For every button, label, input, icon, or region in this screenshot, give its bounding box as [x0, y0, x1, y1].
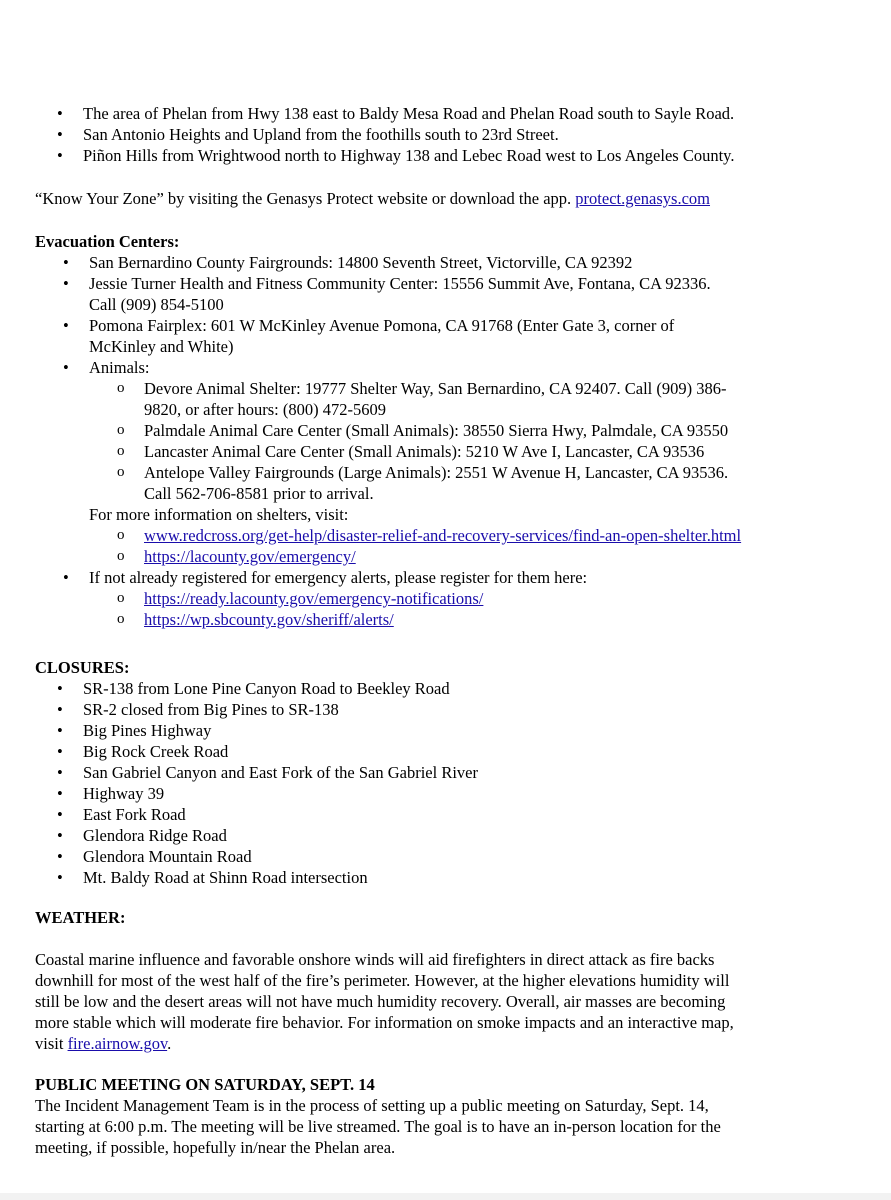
- closures-section: [0, 657, 891, 888]
- evac-jessie-turner: • Jessie Turner Health and Fitness Community Center: 15556 Summit Ave, Fontana, CA 92336. Call (909) 854-5100: [89, 273, 891, 315]
- more-info-text: For more information on shelters, visit:: [89, 505, 349, 524]
- animal-antelope-valley: o Antelope Valley Fairgrounds (Large Animals): 2551 W Avenue H, Lancaster, CA 93536. Call 562-706-8581 prior to arrival.: [144, 462, 891, 504]
- zones-section: [0, 103, 891, 166]
- alert-link-item: [144, 609, 891, 630]
- page-bottom-edge: [0, 1193, 891, 1200]
- closure-item: • Big Pines Highway: [83, 720, 891, 741]
- lacounty-alerts-link[interactable]: https://ready.lacounty.gov/emergency-notifications/: [144, 589, 484, 608]
- register-item: • If not already registered for emergency alerts, please register for them here: o https://ready.lacounty.gov/emergency-notifications/ o https://wp.sbcounty.gov/sheriff/alerts/: [89, 567, 891, 630]
- closure-item: • East Fork Road: [83, 804, 891, 825]
- know-zone-text: “Know Your Zone” by visiting the Genasys Protect website or download the app.: [35, 189, 576, 208]
- evac-pomona: • Pomona Fairplex: 601 W McKinley Avenue Pomona, CA 91768 (Enter Gate 3, corner of McKinley and White): [89, 315, 891, 357]
- airnow-link[interactable]: fire.airnow.gov: [67, 1034, 168, 1053]
- meeting-heading: PUBLIC MEETING ON SATURDAY, SEPT. 14: [35, 1075, 375, 1094]
- weather-heading: WEATHER:: [35, 908, 126, 927]
- redcross-link[interactable]: www.redcross.org/get-help/disaster-relief-and-recovery-services/find-an-open-shelter.html: [144, 526, 742, 545]
- animals-label: Animals:: [89, 358, 150, 377]
- animal-devore: o Devore Animal Shelter: 19777 Shelter Way, San Bernardino, CA 92407. Call (909) 386- 9820, or after hours: (800) 472-5609: [144, 378, 891, 420]
- animal-palmdale: o Palmdale Animal Care Center (Small Animals): 38550 Sierra Hwy, Palmdale, CA 93550: [144, 420, 891, 441]
- shelter-link-item: [144, 525, 891, 546]
- evac-fairgrounds: • San Bernardino County Fairgrounds: 14800 Seventh Street, Victorville, CA 92392: [89, 252, 891, 273]
- weather-paragraph: Coastal marine influence and favorable onshore winds will aid firefighters in direct attack as fire backs downhill for most of the west half of the fire’s perimeter. However, at the higher elevations humidity will still be low and the desert areas will not have much humidity recovery. Overall, air masses are becoming more stable which will moderate fire behavior. For information on smoke impacts and an interactive map, visit fire.airnow.gov.: [35, 950, 734, 1053]
- zone-item: • The area of Phelan from Hwy 138 east to Baldy Mesa Road and Phelan Road south to Sayle Road.: [83, 103, 891, 124]
- closure-item: • Glendora Ridge Road: [83, 825, 891, 846]
- animal-lancaster: o Lancaster Animal Care Center (Small Animals): 5210 W Ave I, Lancaster, CA 93536: [144, 441, 891, 462]
- alert-link-item: [144, 588, 891, 609]
- genasys-link[interactable]: protect.genasys.com: [575, 189, 711, 208]
- closures-list: [83, 678, 891, 888]
- evacuation-heading: Evacuation Centers:: [35, 232, 180, 251]
- closure-item: • Glendora Mountain Road: [83, 846, 891, 867]
- zone-item: • Piñon Hills from Wrightwood north to Highway 138 and Lebec Road west to Los Angeles County.: [83, 145, 891, 166]
- evacuation-list: [89, 252, 891, 504]
- alert-links-list: [144, 588, 891, 630]
- zones-list: [83, 103, 891, 166]
- meeting-paragraph: The Incident Management Team is in the process of setting up a public meeting on Saturday, Sept. 14, starting at 6:00 p.m. The meeting will be live streamed. The goal is to have an in-person location for the meeting, if possible, hopefully in/near the Phelan area.: [35, 1096, 721, 1157]
- animal-shelter-list: [144, 378, 891, 504]
- closure-item: • Big Rock Creek Road: [83, 741, 891, 762]
- lacounty-emergency-link[interactable]: https://lacounty.gov/emergency/: [144, 547, 356, 566]
- closures-heading: CLOSURES:: [35, 658, 130, 677]
- shelter-links-list: [144, 525, 891, 567]
- evac-animals: [89, 357, 891, 504]
- closure-item: • Mt. Baldy Road at Shinn Road intersection: [83, 867, 891, 888]
- closure-item: • San Gabriel Canyon and East Fork of the San Gabriel River: [83, 762, 891, 783]
- shelter-link-item: [144, 546, 891, 567]
- evacuation-section: [0, 231, 891, 630]
- weather-section: [35, 907, 880, 1054]
- closure-item: • SR-138 from Lone Pine Canyon Road to Beekley Road: [83, 678, 891, 699]
- know-your-zone: [35, 188, 875, 209]
- zone-item: • San Antonio Heights and Upland from the foothills south to 23rd Street.: [83, 124, 891, 145]
- meeting-section: [35, 1074, 880, 1158]
- sbcounty-alerts-link[interactable]: https://wp.sbcounty.gov/sheriff/alerts/: [144, 610, 394, 629]
- closure-item: • Highway 39: [83, 783, 891, 804]
- closure-item: • SR-2 closed from Big Pines to SR-138: [83, 699, 891, 720]
- register-list: [89, 567, 891, 630]
